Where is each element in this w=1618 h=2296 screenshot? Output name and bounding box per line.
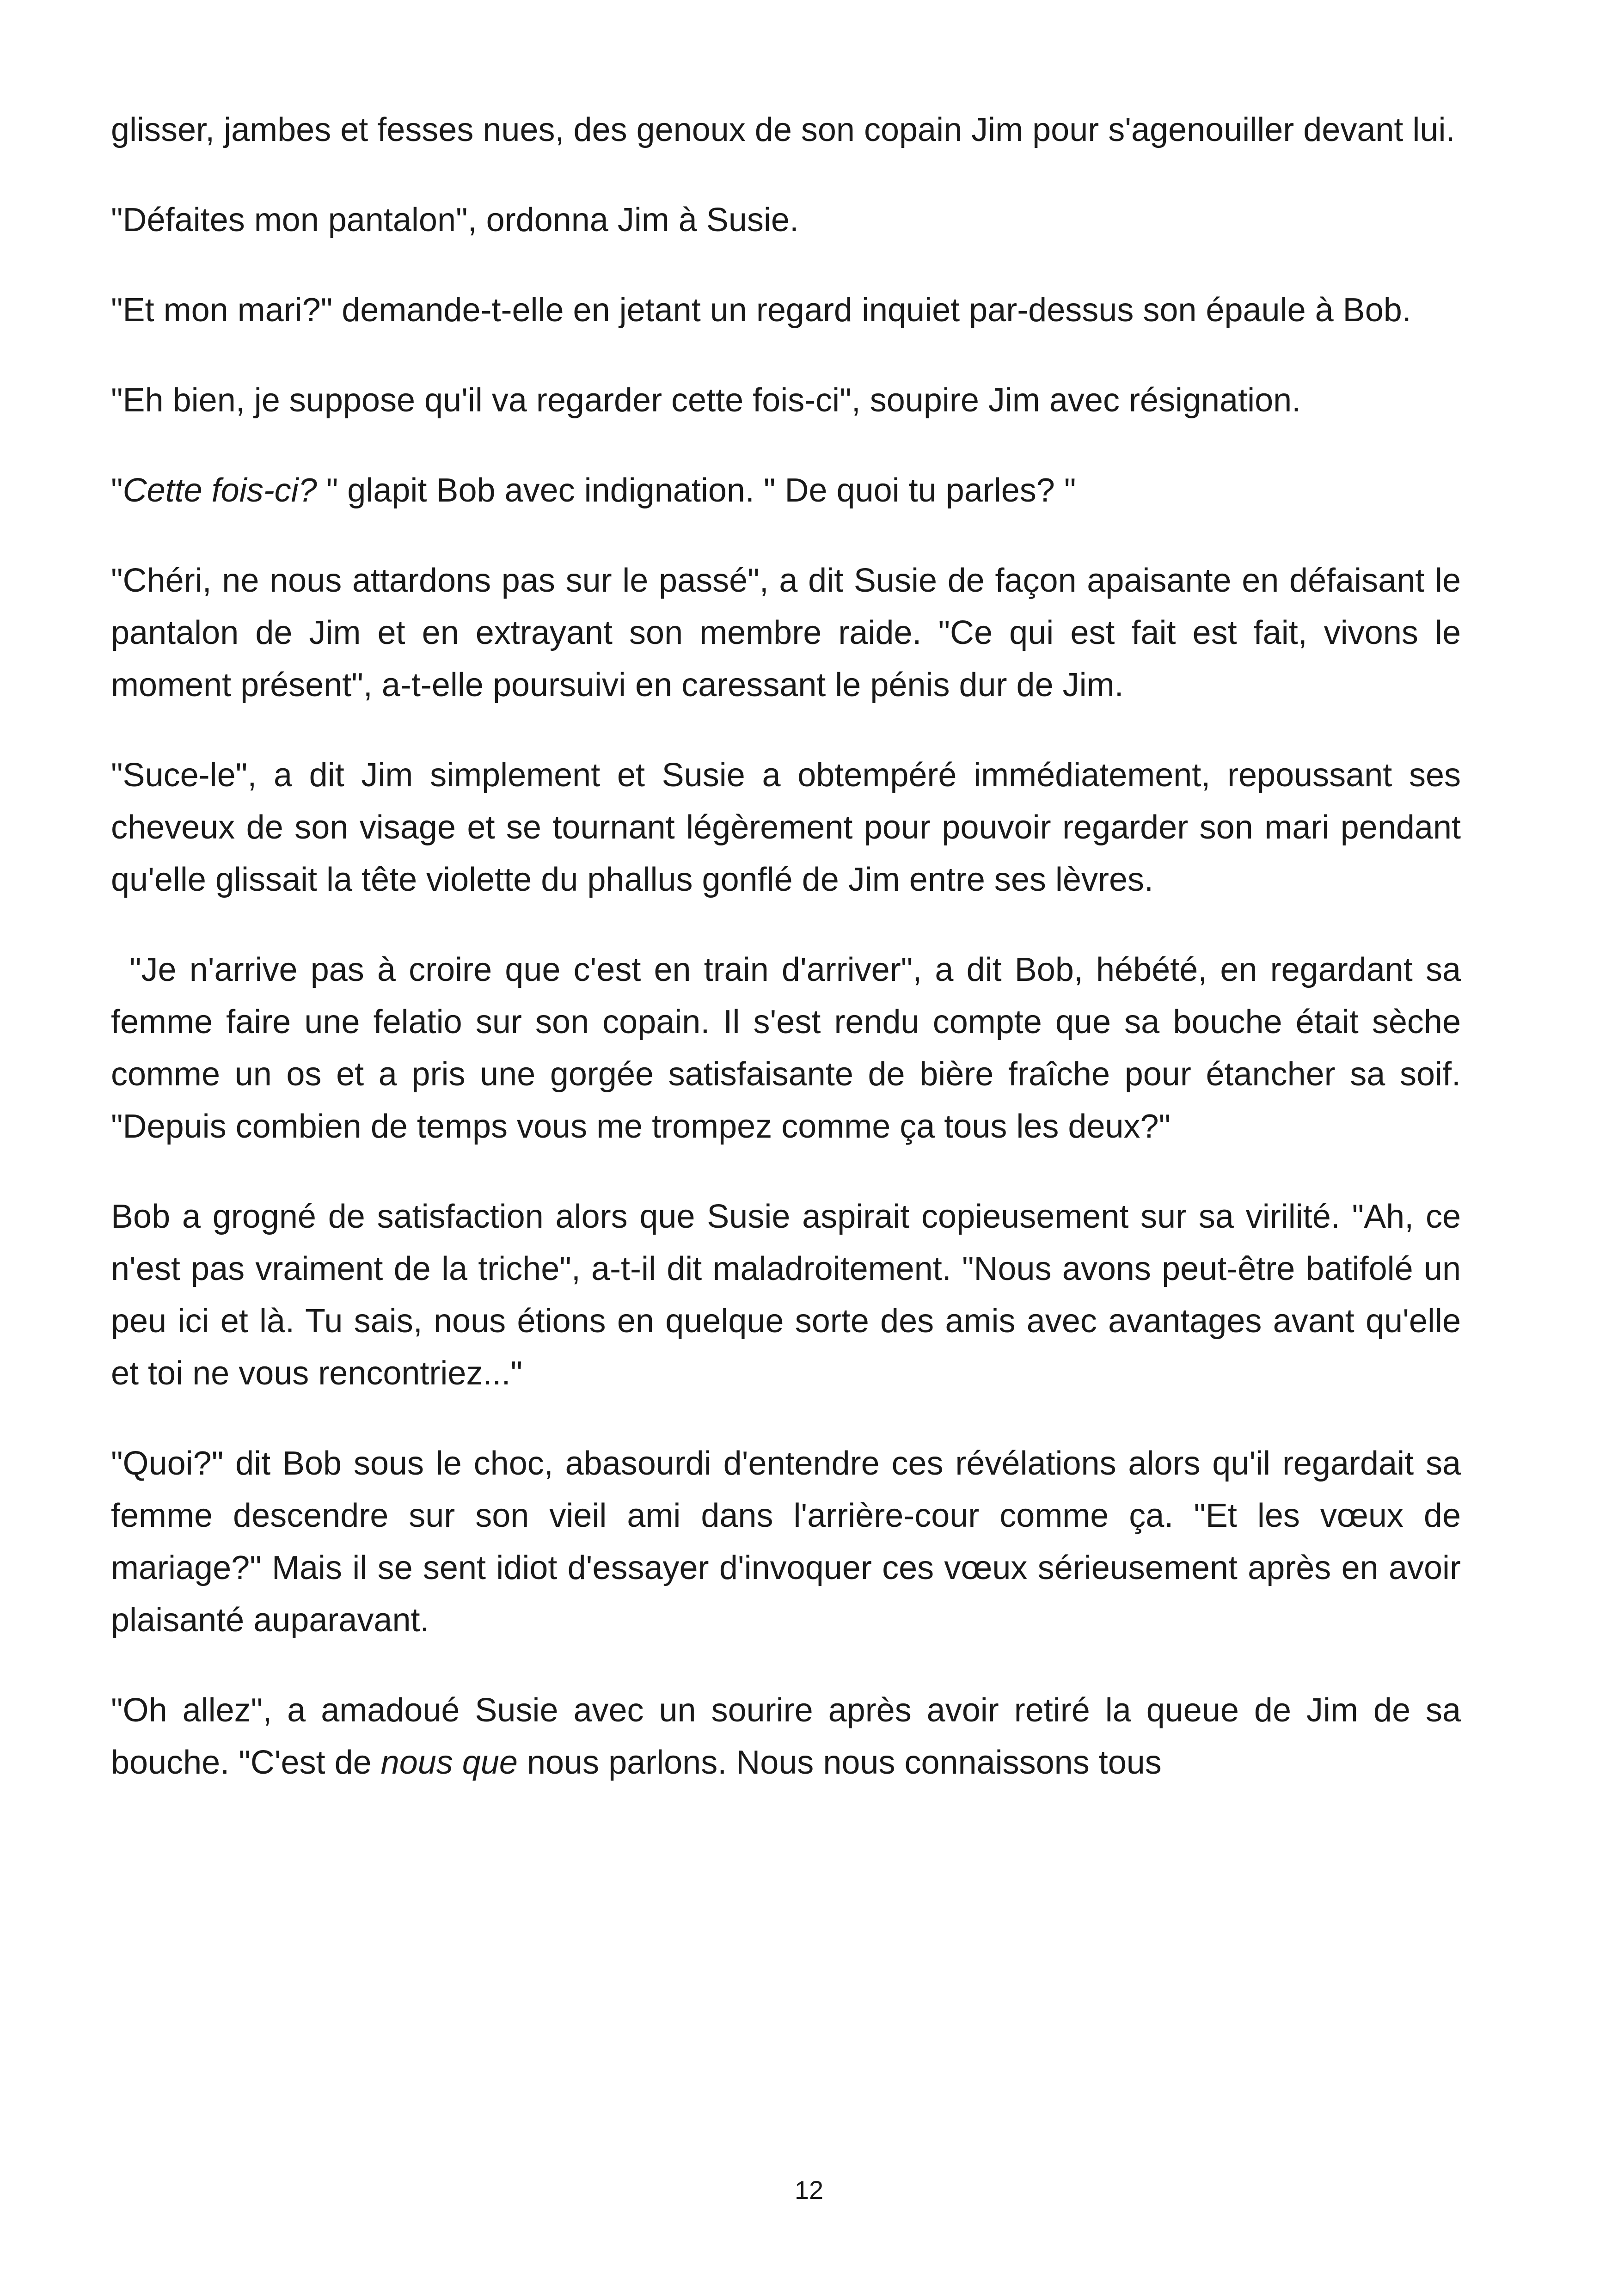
paragraph-10: "Quoi?" dit Bob sous le choc, abasourdi d'entendre ces révélations alors qu'il regardait sa femme descendre sur son vieil ami dans l'arrière-cour comme ça. "Et les vœux de mariage?" Mais il se sent idiot d'essayer d'invoquer ces vœux sérieusement après en avoir plaisanté auparavant. xyxy=(111,1445,1461,1639)
paragraph-9: Bob a grogné de satisfaction alors que Susie aspirait copieusement sur sa virilité. "Ah, ce n'est pas vraiment de la triche", a-t-il dit maladroitement. "Nous avons peut-être batifolé un peu ici et là. Tu sais, nous étions en quelque sorte des amis avec avantages avant qu'elle et toi ne vous rencontriez..." xyxy=(111,1198,1461,1392)
paragraph-2: "Défaites mon pantalon", ordonna Jim à Susie. xyxy=(111,202,799,239)
paragraph-5-rest: " glapit Bob avec indignation. " De quoi tu parles? " xyxy=(317,472,1076,509)
paragraph-7: "Suce-le", a dit Jim simplement et Susie a obtempéré immédiatement, repoussant ses cheveux de son visage et se tournant légèrement pour pouvoir regarder son mari pendant qu'elle glissait la tête violette du phallus gonflé de Jim entre ses lèvres. xyxy=(111,757,1461,898)
paragraph-5 xyxy=(111,465,1461,517)
page-number: 12 xyxy=(794,2175,824,2204)
paragraph-1: glisser, jambes et fesses nues, des genoux de son copain Jim pour s'agenouiller devant lui. xyxy=(111,111,1455,148)
paragraph-3: "Et mon mari?" demande-t-elle en jetant un regard inquiet par-dessus son épaule à Bob. xyxy=(111,292,1411,329)
paragraph-8: "Je n'arrive pas à croire que c'est en train d'arriver", a dit Bob, hébété, en regardant sa femme faire une felatio sur son copain. Il s'est rendu compte que sa bouche était sèche comme un os et a pris une gorgée satisfaisante de bière fraîche pour étancher sa soif. "Depuis combien de temps vous me trompez comme ça tous les deux?" xyxy=(111,951,1461,1145)
paragraph-6: "Chéri, ne nous attardons pas sur le passé", a dit Susie de façon apaisante en défaisant le pantalon de Jim et en extrayant son membre raide. "Ce qui est fait est fait, vivons le moment présent", a-t-elle poursuivi en caressant le pénis dur de Jim. xyxy=(111,562,1461,704)
paragraph-11 xyxy=(111,1684,1461,1789)
paragraph-11-before: "Oh allez", a amadoué Susie avec un sourire après avoir retiré la queue de Jim de sa bouche. "C'est de xyxy=(111,1692,1461,1781)
paragraph-5-italic: Cette fois-ci? xyxy=(123,472,317,509)
paragraph-11-italic: nous que xyxy=(380,1744,518,1781)
paragraph-4: "Eh bien, je suppose qu'il va regarder cette fois-ci", soupire Jim avec résignation. xyxy=(111,382,1301,419)
paragraph-5-open-quote: " xyxy=(111,472,123,509)
paragraph-11-after: nous parlons. Nous nous connaissons tous xyxy=(517,1744,1162,1781)
